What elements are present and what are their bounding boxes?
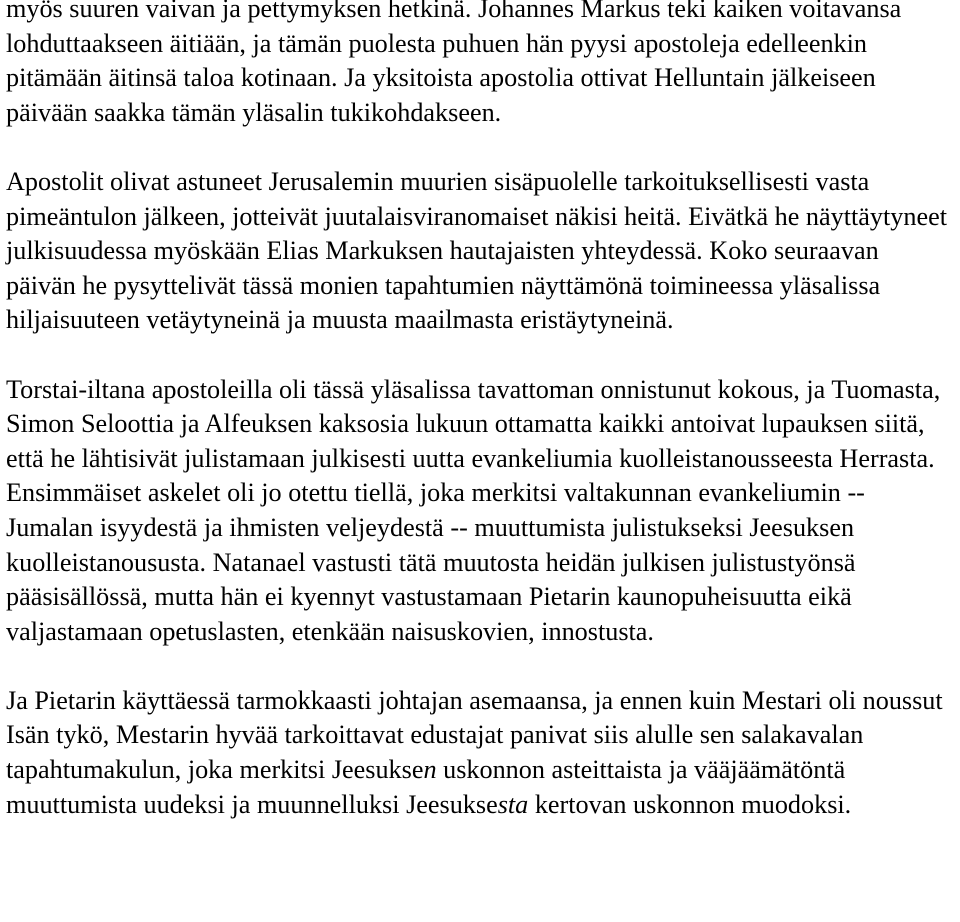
paragraph-1 — [6, 0, 952, 130]
paragraph-3-text: Torstai-iltana apostoleilla oli tässä yläsalissa tavattoman onnistunut kokous, ja Tuomasta, Simon Seloottia ja Alfeuksen kaksosia lukuun ottamatta kaikki antoivat lupauksen siitä, että he lähtisivät julistamaan julkisesti uutta evankeliumia kuolleistanousseesta Herrasta. Ensimmäiset askelet oli jo otettu tiellä, joka merkitsi valtakunnan evankeliumin -- Jumalan isyydestä ja ihmisten veljeydestä -- muuttumista julistukseksi Jeesuksen kuolleistanousustа. Natanael vastusti tätä muutosta heidän julkisen julistustyönsä pääsisällössä, mutta hän ei kyennyt vastustamaan Pietarin kaunopuheisuutta eikä valjastamaan opetuslasten, etenkään naisuskovien, innostusta. — [6, 374, 941, 646]
paragraph-4-text-b: uskonnon asteittaista ja vääjäämätöntä muuttumista uudeksi ja muunnelluksi Jeesukse — [6, 755, 846, 819]
paragraph-4-text-a: Ja Pietarin käyttäessä tarmokkaasti johtajan asemaansa, ja ennen kuin Mestari oli noussut Isän tykö, Mestarin hyvää tarkoittavat edustajat panivat siis alulle sen salakavalan tapahtumakulun, joka merkitsi Jeesukse — [6, 685, 943, 785]
paragraph-1-text: myös suuren vaivan ja pettymyksen hetkinä. Johannes Markus teki kaiken voitavansa lohduttaakseen äitiään, ja tämän puolesta puhuen hän pyysi apostoleja edelleenkin pitämään äitinsä taloa kotinaan. Ja yksitoista apostolia ottivat Helluntain jälkeiseen päivään saakka tämän yläsalin tukikohdakseen. — [6, 0, 902, 127]
paragraph-4-italic-n: n — [423, 755, 437, 785]
paragraph-3 — [6, 373, 952, 650]
paragraph-2-text: Apostolit olivat astuneet Jerusalemin muurien sisäpuolelle tarkoituksellisesti vasta pimeäntulon jälkeen, jotteivät juutalaisviranomaiset näkisi heitä. Eivätkä he näyttäytyneet julkisuudessa myöskään Elias Markuksen hautajaisten yhteydessä. Koko seuraavan päivän he pysyttelivät tässä monien tapahtumien näyttämönä toimineessa yläsalissa hiljaisuuteen vetäytyneinä ja muusta maailmasta eristäytyneinä. — [6, 166, 947, 335]
paragraph-4-text-c: kertovan uskonnon muodoksi. — [528, 789, 852, 819]
paragraph-4-italic-sta: sta — [497, 789, 529, 819]
paragraph-2 — [6, 165, 952, 338]
paragraph-4 — [6, 684, 952, 822]
